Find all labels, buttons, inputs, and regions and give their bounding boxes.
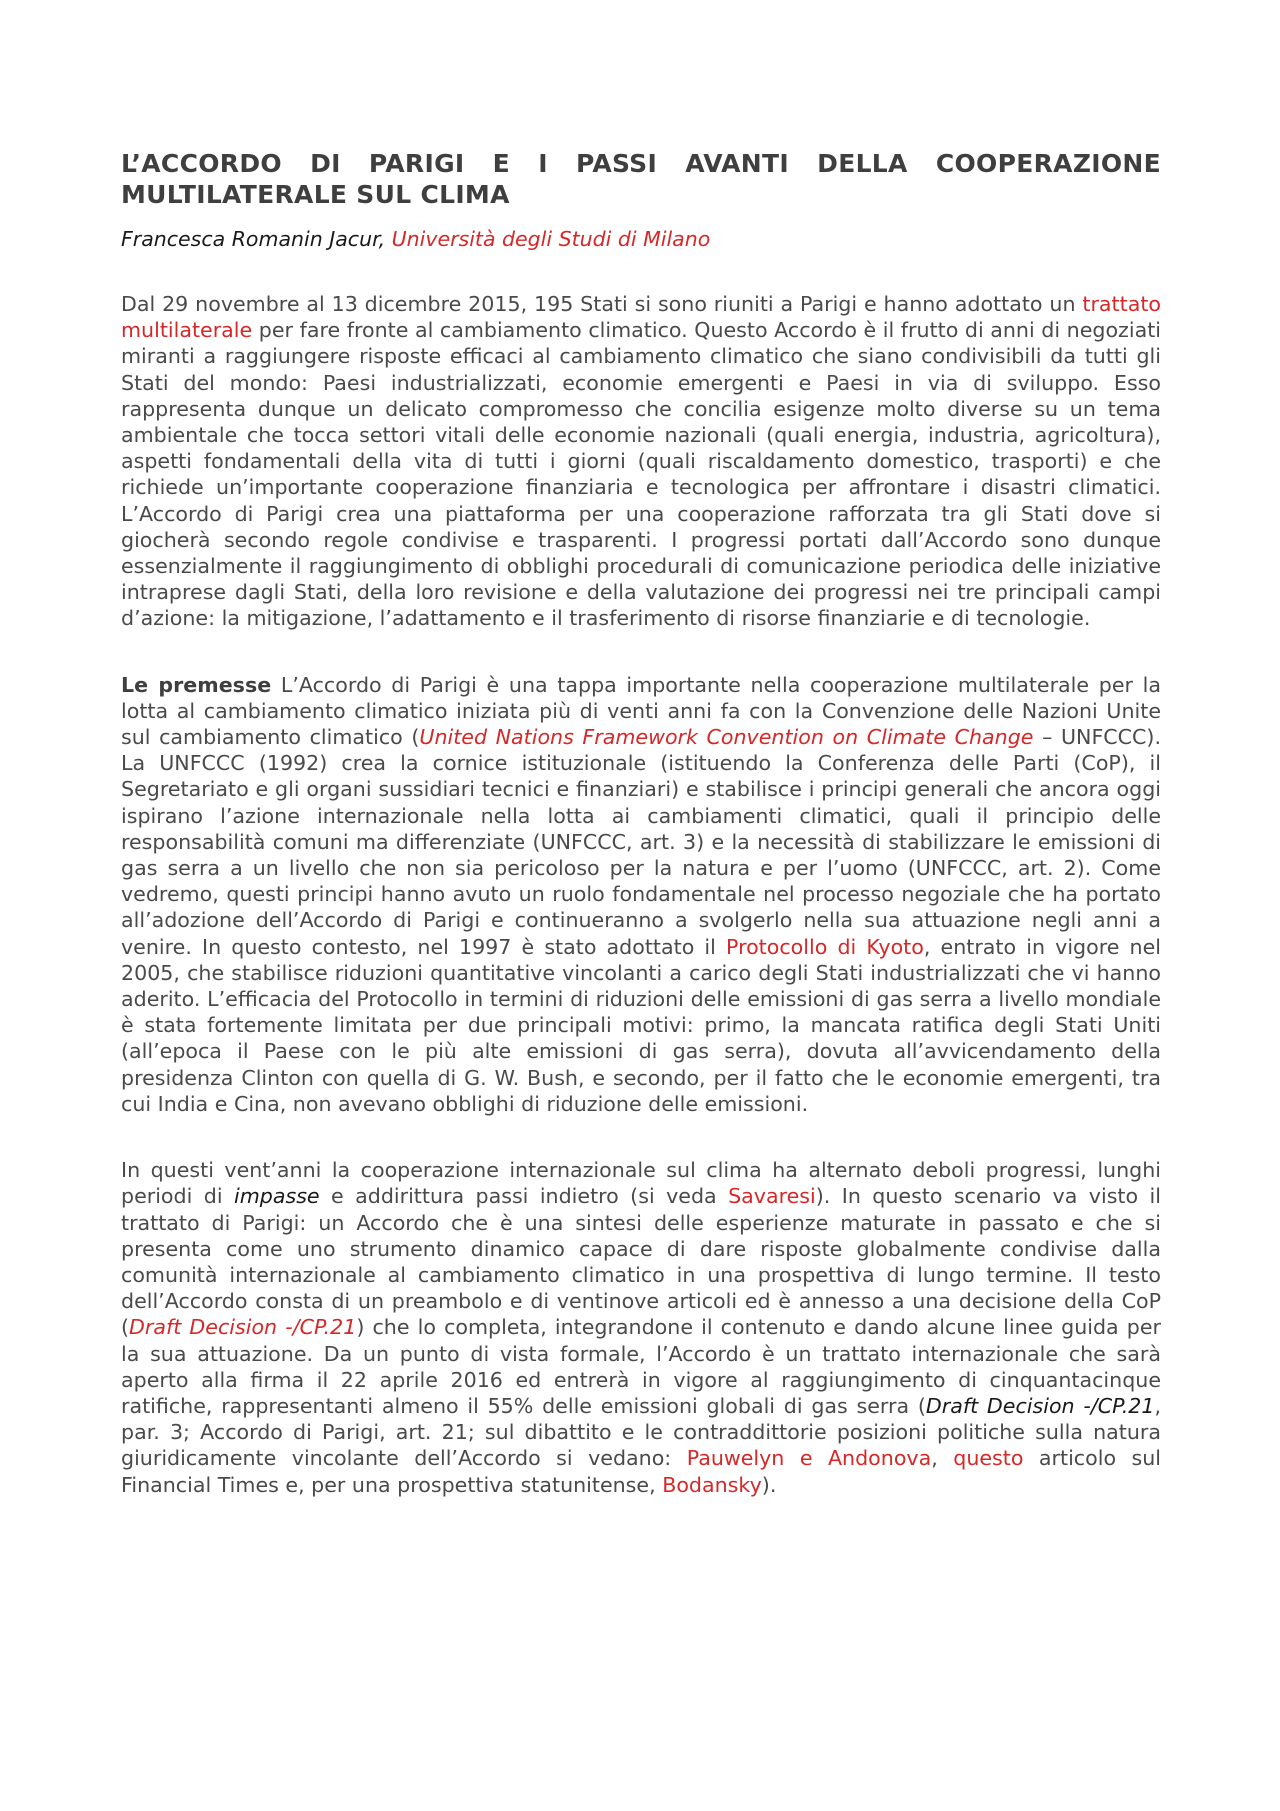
text-run: ). [761, 1472, 777, 1497]
text-run: , par. 3; Accordo di Parigi, art. 21; sul dibattito e le contraddittorie posizioni politiche sulla natura giuridicamente vincolante dell’Accordo si vedano: [121, 1393, 1162, 1471]
text-run: articolo sul Financial Times e, per una prospettiva statunitense, [121, 1446, 1162, 1497]
text-run: ). In questo scenario va visto il trattato di Parigi: un Accordo che è una sintesi delle esperienze maturate in passato e che si presenta come uno strumento dinamico capace di dare risposte globalmente condivise dalla comunità internazionale al cambiamento climatico in una prospettiva di lungo termine. Il testo dell’Accordo consta di un preambolo e di ventinove articoli ed è annesso a una decisione della CoP ( [121, 1184, 1161, 1340]
emphasis-impasse: impasse [233, 1184, 320, 1209]
paragraph-cooperazione [121, 1157, 1161, 1498]
link-questo[interactable]: questo [953, 1446, 1024, 1471]
paragraph-premesse [121, 672, 1161, 1117]
link-unfccc[interactable]: United Nations Framework Convention on Climate Change [419, 725, 1034, 750]
article-title: L’ACCORDO DI PARIGI E I PASSI AVANTI DELLA COOPERAZIONE MULTILATERALE SUL CLIMA [121, 149, 1161, 209]
text-run: e addirittura passi indietro (si veda [319, 1184, 729, 1209]
author-name: Francesca Romanin Jacur, [121, 227, 386, 251]
document-page [121, 148, 1161, 1498]
link-savaresi[interactable]: Savaresi [728, 1184, 816, 1209]
text-run: In questi vent’anni la cooperazione internazionale sul clima ha alternato deboli progressi, lunghi periodi di [121, 1158, 1161, 1209]
link-protocollo-kyoto[interactable]: Protocollo di Kyoto [726, 934, 924, 959]
link-bodansky[interactable]: Bodansky [662, 1472, 762, 1497]
link-pauwelyn-andonova[interactable]: Pauwelyn e Andonova [686, 1446, 932, 1471]
text-run: Dal 29 novembre al 13 dicembre 2015, 195 Stati si sono riuniti a Parigi e hanno adottato un [121, 292, 1083, 316]
text-run: , entrato in vigore nel 2005, che stabilisce riduzioni quantitative vincolanti a carico degli Stati industrializzati che vi hanno aderito. L’efficacia del Protocollo in termini di riduzioni delle emissioni di gas serra a livello mondiale è stata fortemente limitata per due principali motivi: primo, la mancata ratifica degli Stati Uniti (all’epoca il Paese con le più alte emissioni di gas serra), dovuta all’avvicendamento della presidenza Clinton con quella di G. W. Bush, e secondo, per il fatto che le economie emergenti, tra cui India e Cina, non avevano obblighi di riduzione delle emissioni. [121, 934, 1161, 1116]
text-run: per fare fronte al cambiamento climatico. Questo Accordo è il frutto di anni di negoziati miranti a raggiungere risposte efficaci al cambiamento climatico che siano condivisibili da tutti gli Stati del mondo: Paesi industrializzati, economie emergenti e Paesi in via di sviluppo. Esso rappresenta dunque un delicato compromesso che concilia esigenze molto diverse su un tema ambientale che tocca settori vitali delle economie nazionali (quali energia, industria, agricoltura), aspetti fondamentali della vita di tutti i giorni (quali riscaldamento domestico, trasporti) e che richiede un’importante cooperazione finanziaria e tecnologica per affrontare i disastri climatici. L’Accordo di Parigi crea una piattaforma per una cooperazione rafforzata tra gli Stati dove si giocherà secondo regole condivise e trasparenti. I progressi portati dall’Accordo sono dunque essenzialmente il raggiungimento di obblighi procedurali di comunicazione periodica delle iniziative intraprese dagli Stati, della loro revisione e della valutazione dei progressi nei tre principali campi d’azione: la mitigazione, l’adattamento e il trasferimento di risorse finanziarie e di tecnologie. [121, 318, 1161, 631]
emphasis-draft-decision: Draft Decision -/CP.21 [925, 1393, 1155, 1418]
byline [121, 226, 1161, 252]
affiliation-link[interactable]: Università degli Studi di Milano [391, 227, 711, 251]
text-run: , [931, 1446, 954, 1471]
link-trattato-multilaterale[interactable]: trattato multilaterale [121, 292, 1161, 343]
paragraph-intro [121, 291, 1161, 632]
link-draft-decision[interactable]: Draft Decision -/CP.21 [129, 1315, 357, 1340]
text-run: ) che lo completa, integrandone il contenuto e dando alcune linee guida per la sua attuazione. Da un punto di vista formale, l’Accordo è un trattato internazionale che sarà aperto alla firma il 22 aprile 2016 ed entrerà in vigore al raggiungimento di cinquantacinque ratifiche, rappresentanti almeno il 55% delle emissioni globali di gas serra ( [121, 1315, 1161, 1418]
section-heading-premesse: Le premesse [121, 672, 272, 697]
text-run: L’Accordo di Parigi è una tappa importante nella cooperazione multilaterale per la lotta al cambiamento climatico iniziata più di venti anni fa con la Convenzione delle Nazioni Unite sul cambiamento climatico ( [121, 672, 1161, 750]
text-run: – UNFCCC). La UNFCCC (1992) crea la cornice istituzionale (istituendo la Conferenza delle Parti (CoP), il Segretariato e gli organi sussidiari tecnici e finanziari) e stabilisce i principi generali che ancora oggi ispirano l’azione internazionale nella lotta ai cambiamenti climatici, quali il principio delle responsabilità comuni ma differenziate (UNFCCC, art. 3) e la necessità di stabilizzare le emissioni di gas serra a un livello che non sia pericoloso per la natura e per l’uomo (UNFCCC, art. 2). Come vedremo, questi principi hanno avuto un ruolo fondamentale nel processo negoziale che ha portato all’adozione dell’Accordo di Parigi e continueranno a svolgerlo nella sua attuazione negli anni a venire. In questo contesto, nel 1997 è stato adottato il [121, 725, 1162, 959]
